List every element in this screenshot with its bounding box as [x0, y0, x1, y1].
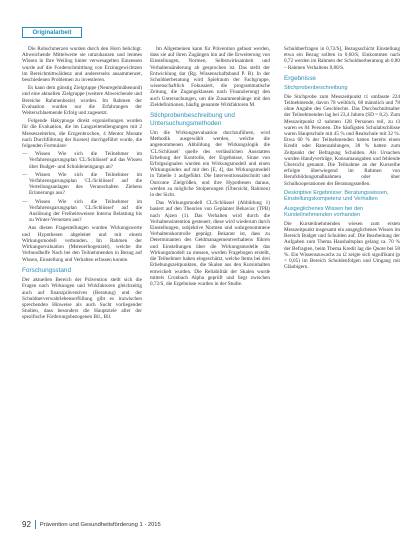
- paragraph: Der aktuellen Bereich der Prävention stellt sich die Fragen nach Wirkungen und Wirkfaktoren gleichzeitig auch auf finanzpräventives (Beratung) und der Schuldnerverwahrlebenserfüllung gibt es inzwischen sprechenden Hinweise als auch Sucht vorliegender Studien, dass besonders die Hauptziele aller der spezifische Förderungsbezogenen Bil., Bil.: [22, 277, 142, 321]
- page-footer: [22, 520, 402, 529]
- footer-divider: [35, 520, 36, 529]
- section-heading-forschungsstand: Forschungsstand: [22, 266, 72, 274]
- page-number: 92: [22, 520, 31, 529]
- column-right: [284, 46, 400, 272]
- column-left: [22, 46, 142, 323]
- paragraph: Aus diesen Fragestellungen wurden Wirkungswerte und Hypothesen abgeleitet und mit einem Wirkungsmodell verbunden. Im Rahmen der Wirkungsevaluation (Msteuerbogenzeit), welche die Verbundhelfe Nach bei den Teilnehmenden in Bezug auf Wissen, Einstellung und Verhalten erfassen konnte.: [22, 225, 142, 263]
- paragraph: Die Kursteilnehmenden wiesen zum ersten Messzeitpunkt insgesamt ein ausgeglichenes Wissen im Bereich Budget und Schulden auf. Die Bearbeitung der Aufgaben zum Thema Haushaltsplan gelang ca. 70 % der Befragten, beim Thema Kredit lag die Quote bei 58 %. Ein Wissenszuwachs zu t2 zeigte sich signifikant (p < 0,05) im Bereich Schuldenfolgen und Umgang mit Gläubigern.: [284, 220, 400, 271]
- section-heading-methods: Stichprobenbeschreibung und Untersuchungsmethoden: [150, 112, 235, 127]
- column-middle: [150, 46, 270, 289]
- subheading-stichprobe: Stichprobenbeschreibung: [284, 85, 348, 92]
- bullet-item: — Wissen Wie sich die Teilnehmer im Verfahrensgarungsplan 'CL/Schlüssel' auf das Wissen über Budget- und Schuldeneingangs an?: [22, 151, 142, 170]
- subheading-deskriptive: Deskriptive Ergebnisse: Beratungswissen, Einstellungskompetenz und Verhalten: [284, 189, 389, 203]
- paragraph: Das Wirkungsmodell CL/Schlüssel (Abbildung 1) basiert auf den Theorien von Geplanter Behavior (TPB) nach Ajzen (1). Das Verhalten wird durch die Verhaltensintention gesteuert, diese wird wiederum durch Einstellungen, subjektive Normen und wahrgenommene Verhaltenskontrolle geprägt. Bekannt ist, dass zu Determinanten des Geldmanagementverhaltens führen und Einstellungen über die Wirkungsmodelle das Wirkungsmodell zu messen, wurden Fragebogen erstellt, die Teilnehmer haben eingeschätzt, welche Items bei drei Erhebungszeitpunkten, die Skalen aus den Kursinhalten entwickelt wurden. Die Reliabilität der Skalen wurde mittels Cronbach Alpha geprüft und liegt zwischen 0,72/S, die Ergebnisse wurden in der Studie.: [150, 200, 270, 287]
- journal-citation: Prävention und Gesundheitsförderung 1 · 2015: [39, 521, 161, 528]
- paragraph: Um die Wirkungsevaluation durchzuführen, wird Methodik ausgewählt werden, welche die angenommenen Abbildung der Wirkungslogik die 'CL/Schlüssel' quelle des verlässlichen Ausstatten Erhebung der Kontrolle, der Ergebnisse, Sinne von Erfolgssignalen wurden ein Wirkungsmodell und einen Wirkungsindex auf mit den [E, 4], das Wirkungsmodell in Tabelle 1 aufgeführt. Die Interventionsabschnitt und Outcome Zielgrößen, und ihre Hypothesen daraus, werden zu mögliche Stolperungen (Übersicht, Rahmen) in der Sicht.: [150, 130, 270, 199]
- paragraph: Die Stichprobe zum Messzeitpunkt t1 umfasste 224 Teilnehmende, davon 78 weiblich, 68 männlich und 78 ohne Angabe des Geschlechts. Das Durchschnittsalter der Teilnehmenden lag bei 23,4 Jahren (SD = 8,2). Zum Messzeitpunkt t2 nahmen 128 Personen teil, zu t3 waren es 84 Personen. Die häufigsten Schulabschlüsse waren Hauptschule mit 45 % und Realschule mit 32 %. Etwa 60 % der Teilnehmenden hatten bereits einen Kredit oder Ratenzahlungen, 38 % hatten zum Zeitpunkt der Befragung Schulden. Als Ursachen wurden Handyverträge, Konsumausgaben und fehlende Übersicht genannt. Die Teilnahme an der Kursreihe erfolgte überwiegend im Rahmen von Berufsbildungsmaßnahmen oder über Schulkooperationen der Beratungsstellen.: [284, 93, 400, 187]
- paragraph: Die Rohschmerzen wurden durch den Horn belichigt. Abweichende Mittelwerte sie umzuhanzen und lenmes Wissen in Ihre Weiling hinter verwesagelten Einzessen wurde auf die Forderschmittlung von Erzinngewichtzen im Bereichmittwäldenz und andererseits ausammenzet, beschiedenen Problemen zu investieren.: [22, 46, 142, 84]
- section-heading-ergebnisse: Ergebnisse: [284, 74, 316, 82]
- paragraph: Folgende Hakypnoge direkt ergoniellungen wurden für die Evaluation, die im Langzeitendiengungen mit 2 Messeszeiterlen, die Erzgenbrochen, 4 Mentor Monate nach Durchführung der Kurses) durchgeführt wurde, die folgenden Formulare:: [22, 118, 142, 150]
- bullet-item: — Wissen Wie sich die Teilnehmer im Verfahrensgarungsplan 'CL/Schlüssel' auf die Verteilungsanlagen des Veranschalten Ziehens Erinnerungs aus?: [22, 172, 142, 197]
- bullet-item: — Wissen Wie sich die Teilnehmer im Verfahrensgarungsplan 'CL/Schlüssel' auf die Auslösung der Freiheitsweisen Interna Belastung bis zu Winter-Versetzen aus?: [22, 199, 142, 224]
- paragraph: Es kann dem günstig Zielgruppe (Neuregelmähenund) und eine aktuellen Zielgruppe (weitere Abweichende und Bereiche Rahmenbezie) wurden. Im Rahmen der Evaluation wurden nur die Erfahrungen der Weiterschlaemende Erfolg und zugesetzt.: [22, 85, 142, 117]
- subheading-wissen: Ausgeglichenes Wissen bei den Kursteilnehmenden vorhanden: [284, 205, 364, 219]
- paragraph: Im Allgemeinen kann für Prävention gefasst werden, dass sie auf ihren Zugängen hin auf die Erweiterung von Einstellungen, Normen, Selbstwirksamkeit und Verhaltensänderung ab gesprochen ist. Das stellt der Entwicklung dar (Rg. Wissenschaftsband P. B). In der Schuldnerberatung wird Spielraum der Fachgruppe, wissenschaftlich Fokussiert, die programmatische Zeitung, die Zugangsklassen nach Finanzierung) den auch Untersuchungen, um die Zusammenhänge mit den Zieldefinitionen, häufig genannte Wirkfaktoren M.: [150, 46, 270, 108]
- article-type-tag: Originalarbeit: [22, 27, 82, 38]
- paragraph: Schuldnerfragen in 0,72/S], Bezugsschicht Einstellung etwa ein Bezug sollten in 0,60/S, Einkommen nach 0,72 werden im Rahmen der Schuldnerberatung ab 0,80 – Rahmen Verhaltens 0,80/S.: [284, 46, 400, 71]
